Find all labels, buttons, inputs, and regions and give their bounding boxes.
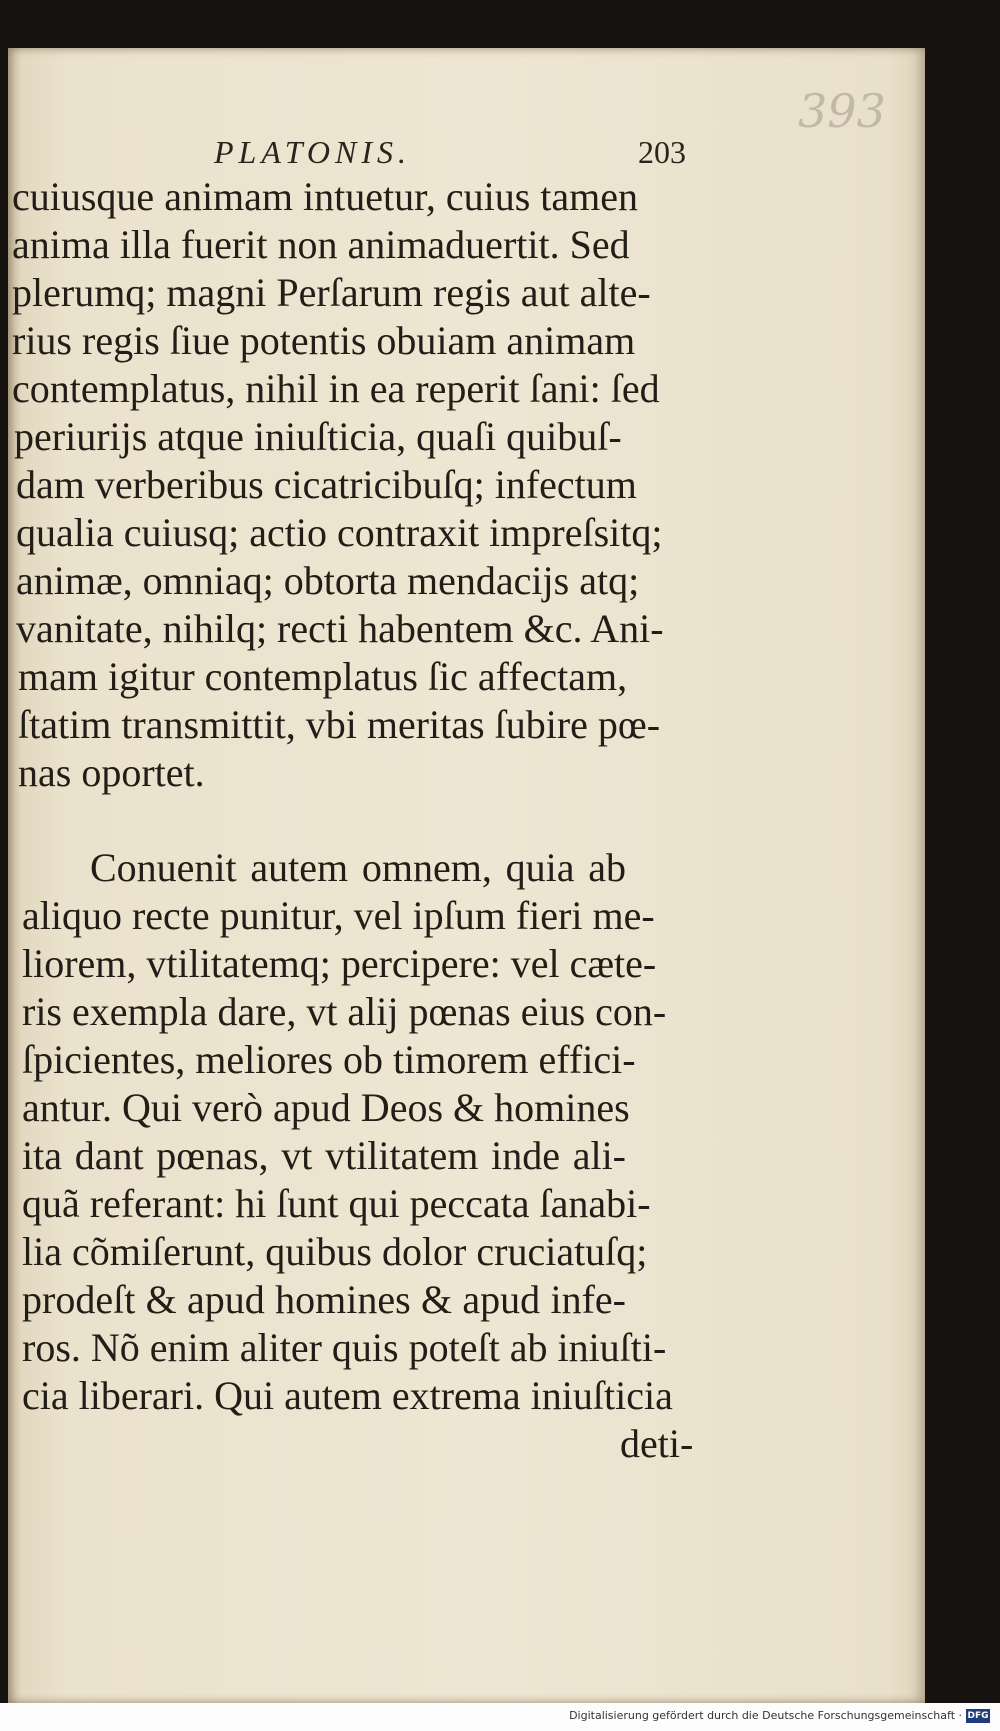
text-line: cia liberari. Qui autem extrema iniuſticia bbox=[22, 1373, 673, 1418]
footer-bar bbox=[0, 1703, 1000, 1731]
dfg-logo-icon: DFG bbox=[967, 1711, 989, 1721]
text-line: ita dant pœnas, vt vtilitatem inde ali- bbox=[22, 1133, 626, 1178]
text-line: lia cõmiſerunt, quibus dolor cruciatuſq; bbox=[22, 1229, 648, 1274]
text-line: qualia cuiusq; actio contraxit impreſsitq; bbox=[16, 510, 663, 555]
text-line: antur. Qui verò apud Deos & homines bbox=[22, 1085, 630, 1130]
text-line: plerumq; magni Perſarum regis aut alte- bbox=[12, 270, 651, 315]
text-line: nas oportet. bbox=[18, 750, 205, 795]
page-number: 203 bbox=[638, 134, 686, 170]
text-line: ris exempla dare, vt alij pœnas eius con- bbox=[22, 989, 667, 1034]
text-line: rius regis ſiue potentis obuiam animam bbox=[12, 318, 636, 363]
text-line: ros. Nõ enim aliter quis poteſt ab iniuſti- bbox=[22, 1325, 667, 1370]
text-line: anima illa fuerit non animaduertit. Sed bbox=[12, 222, 630, 267]
text-line: dam verberibus cicatricibuſq; infectum bbox=[16, 462, 637, 507]
catchword: deti- bbox=[620, 1421, 694, 1466]
text-line: quã referant: hi ſunt qui peccata ſanabi- bbox=[22, 1181, 651, 1226]
running-head: PLATONIS. bbox=[214, 134, 412, 170]
text-line: liorem, vtilitatemq; percipere: vel cæte- bbox=[22, 941, 657, 986]
book-page bbox=[8, 48, 925, 1703]
text-line: prodeſt & apud homines & apud infe- bbox=[22, 1277, 626, 1322]
text-line: Conuenit autem omnem, quia ab bbox=[90, 845, 626, 890]
text-line: ſpicientes, meliores ob timorem effici- bbox=[22, 1037, 636, 1082]
text-line: aliquo recte punitur, vel ipſum fieri me- bbox=[22, 893, 655, 938]
text-line: animæ, omniaq; obtorta mendacijs atq; bbox=[16, 558, 640, 603]
text-line: cuiusque animam intuetur, cuius tamen bbox=[12, 174, 639, 219]
text-line: contemplatus, nihil in ea reperit ſani: ſed bbox=[12, 366, 660, 411]
footer-credit: Digitalisierung gefördert durch die Deutsche Forschungsgemeinschaft · bbox=[569, 1709, 962, 1722]
pencil-page-mark: 393 bbox=[798, 84, 886, 138]
text-line: periurijs atque iniuſticia, quaſi quibuſ- bbox=[14, 414, 622, 459]
text-line: ſtatim transmittit, vbi meritas ſubire pœ- bbox=[18, 702, 661, 747]
text-line: vanitate, nihilq; recti habentem &c. Ani- bbox=[16, 606, 664, 651]
text-line: mam igitur contemplatus ſic affectam, bbox=[18, 654, 628, 699]
